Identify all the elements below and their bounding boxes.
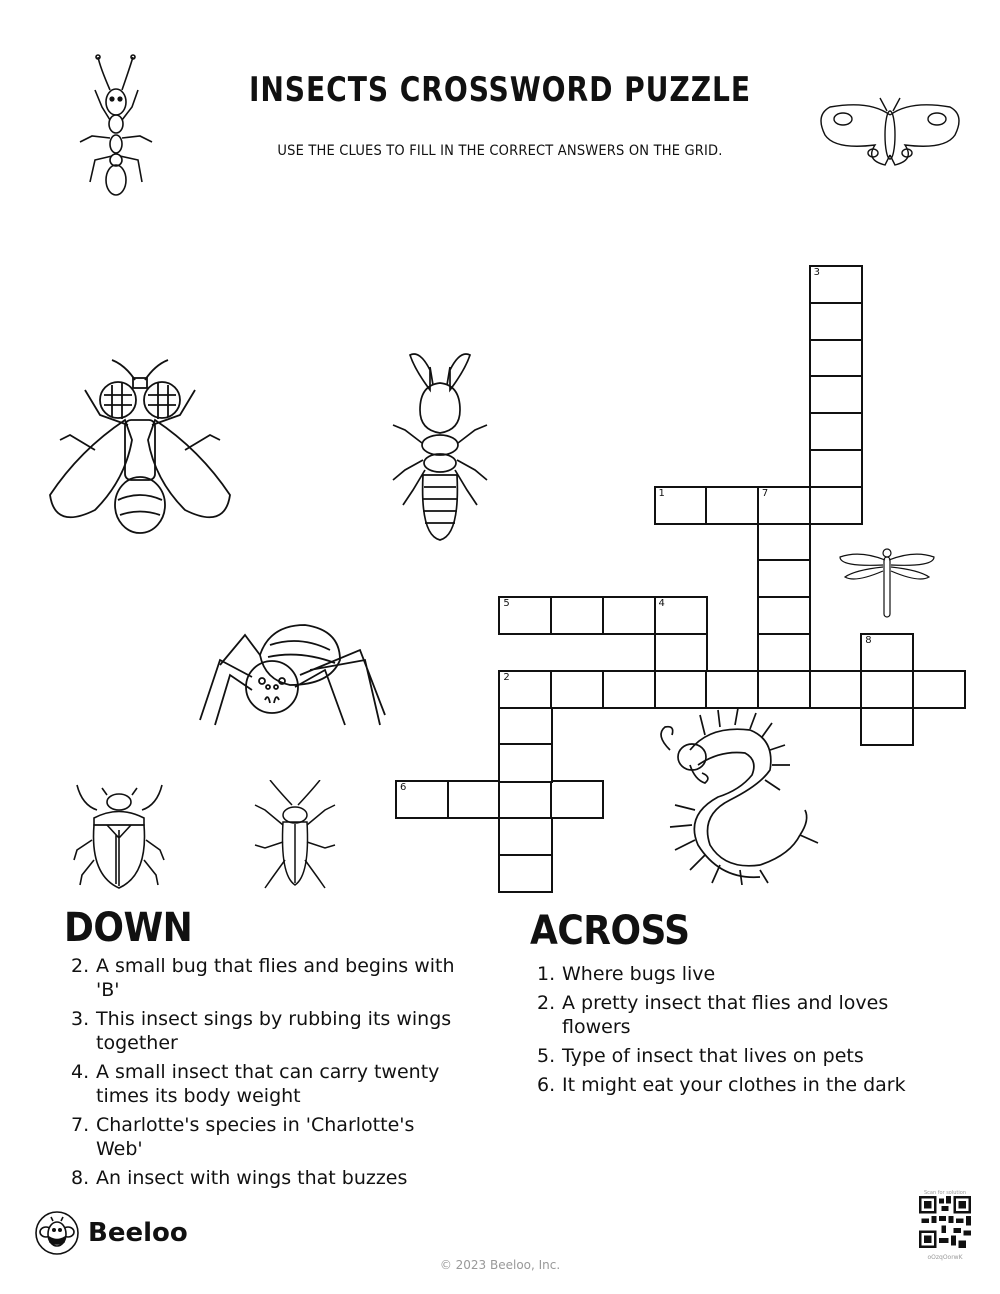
across-clue: 5. Type of insect that lives on pets xyxy=(537,1045,864,1067)
letter-input[interactable] xyxy=(397,782,447,817)
crossword-cell[interactable] xyxy=(498,743,552,782)
letter-input[interactable] xyxy=(656,635,706,670)
down-heading: DOWN xyxy=(64,905,193,951)
crossword-cell[interactable] xyxy=(498,670,552,709)
letter-input[interactable] xyxy=(862,709,912,744)
crossword-cell[interactable] xyxy=(809,486,863,525)
down-clue: 8. An insect with wings that buzzes xyxy=(71,1167,408,1189)
crossword-cell[interactable] xyxy=(498,707,552,746)
across-clue: 1. Where bugs live xyxy=(537,963,716,985)
crossword-cell[interactable] xyxy=(602,596,656,635)
down-clue-list xyxy=(64,954,464,1195)
down-clue: 2. A small bug that flies and begins with 'B' xyxy=(71,955,455,1001)
crossword-cell[interactable] xyxy=(809,670,863,709)
crossword-cell[interactable] xyxy=(860,670,914,709)
letter-input[interactable] xyxy=(500,672,550,707)
letter-input[interactable] xyxy=(811,414,861,449)
letter-input[interactable] xyxy=(707,672,757,707)
letter-input[interactable] xyxy=(604,598,654,633)
down-clue: 4. A small insect that can carry twenty times its body weight xyxy=(71,1061,440,1107)
crossword-cell[interactable] xyxy=(654,596,708,635)
letter-input[interactable] xyxy=(862,672,912,707)
qr-code-text: oOzqOorwK xyxy=(927,1254,963,1261)
crossword-cell[interactable] xyxy=(395,780,449,819)
crossword-cell[interactable] xyxy=(809,412,863,451)
letter-input[interactable] xyxy=(500,709,550,744)
crossword-cell[interactable] xyxy=(809,375,863,414)
crossword-cell[interactable] xyxy=(602,670,656,709)
crossword-cell[interactable] xyxy=(705,486,759,525)
crossword-cell[interactable] xyxy=(757,523,811,562)
letter-input[interactable] xyxy=(759,672,809,707)
clue-number: 7 xyxy=(761,487,769,499)
letter-input[interactable] xyxy=(656,488,706,523)
letter-input[interactable] xyxy=(811,341,861,376)
letter-input[interactable] xyxy=(656,672,706,707)
crossword-cell[interactable] xyxy=(498,596,552,635)
crossword-cell[interactable] xyxy=(654,670,708,709)
letter-input[interactable] xyxy=(862,635,912,670)
page-subtitle: USE THE CLUES TO FILL IN THE CORRECT ANSWERS ON THE GRID. xyxy=(277,143,723,159)
letter-input[interactable] xyxy=(759,635,809,670)
qr-caption: Scan for solution xyxy=(923,1190,966,1196)
down-clue: 3. This insect sings by rubbing its wings together xyxy=(71,1008,452,1054)
clue-number: 3 xyxy=(813,267,820,278)
crossword-cell[interactable] xyxy=(447,780,501,819)
letter-input[interactable] xyxy=(811,267,861,302)
crossword-cell[interactable] xyxy=(860,707,914,746)
letter-input[interactable] xyxy=(656,598,706,633)
crossword-cell[interactable] xyxy=(498,817,552,856)
letter-input[interactable] xyxy=(500,782,550,817)
crossword-cell[interactable] xyxy=(809,449,863,488)
clue-number: 5 xyxy=(503,598,510,610)
brand-name: Beeloo xyxy=(88,1218,188,1248)
letter-input[interactable] xyxy=(707,488,757,523)
crossword-cell[interactable] xyxy=(757,486,811,525)
crossword-cell[interactable] xyxy=(757,670,811,709)
qr-code-icon xyxy=(919,1196,971,1248)
solution-qr[interactable] xyxy=(910,1190,980,1261)
letter-input[interactable] xyxy=(500,598,550,633)
letter-input[interactable] xyxy=(759,561,809,596)
letter-input[interactable] xyxy=(811,672,861,707)
across-clue: 2. A pretty insect that flies and loves flowers xyxy=(537,992,889,1038)
clue-number: 1 xyxy=(658,487,665,499)
letter-input[interactable] xyxy=(759,525,809,560)
bee-logo-icon xyxy=(34,1210,80,1256)
crossword-cell[interactable] xyxy=(705,670,759,709)
crossword-cell[interactable] xyxy=(757,633,811,672)
crossword-cell[interactable] xyxy=(550,596,604,635)
clue-number: 2 xyxy=(503,671,510,683)
page-title: INSECTS CROSSWORD PUZZLE xyxy=(248,70,752,110)
letter-input[interactable] xyxy=(449,782,499,817)
crossword-cell[interactable] xyxy=(550,780,604,819)
crossword-cell[interactable] xyxy=(550,670,604,709)
crossword-cell[interactable] xyxy=(757,596,811,635)
crossword-cell[interactable] xyxy=(498,780,552,819)
crossword-cell[interactable] xyxy=(654,486,708,525)
clue-number: 8 xyxy=(865,635,872,646)
copyright: © 2023 Beeloo, Inc. xyxy=(439,1258,561,1272)
crossword-cell[interactable] xyxy=(809,265,863,304)
letter-input[interactable] xyxy=(500,856,550,891)
crossword-cell[interactable] xyxy=(809,302,863,341)
letter-input[interactable] xyxy=(552,598,602,633)
brand-logo[interactable] xyxy=(34,1210,188,1256)
down-clue: 7. Charlotte's species in 'Charlotte's Web' xyxy=(71,1114,415,1160)
letter-input[interactable] xyxy=(811,451,861,486)
letter-input[interactable] xyxy=(552,782,602,817)
letter-input[interactable] xyxy=(500,819,550,854)
letter-input[interactable] xyxy=(914,672,964,707)
across-heading: ACROSS xyxy=(530,908,690,954)
letter-input[interactable] xyxy=(811,488,861,523)
letter-input[interactable] xyxy=(604,672,654,707)
crossword-cell[interactable] xyxy=(757,559,811,598)
letter-input[interactable] xyxy=(759,488,809,523)
crossword-cell[interactable] xyxy=(498,854,552,893)
clue-number: 4 xyxy=(658,598,665,610)
crossword-cell[interactable] xyxy=(912,670,966,709)
crossword-cell[interactable] xyxy=(860,633,914,672)
crossword-cell[interactable] xyxy=(809,339,863,378)
letter-input[interactable] xyxy=(500,745,550,780)
letter-input[interactable] xyxy=(759,598,809,633)
across-clue-list xyxy=(530,962,910,1102)
letter-input[interactable] xyxy=(811,377,861,412)
letter-input[interactable] xyxy=(552,672,602,707)
clue-number: 6 xyxy=(400,782,407,794)
across-clue: 6. It might eat your clothes in the dark xyxy=(537,1074,906,1096)
letter-input[interactable] xyxy=(811,304,861,339)
crossword-cell[interactable] xyxy=(654,633,708,672)
